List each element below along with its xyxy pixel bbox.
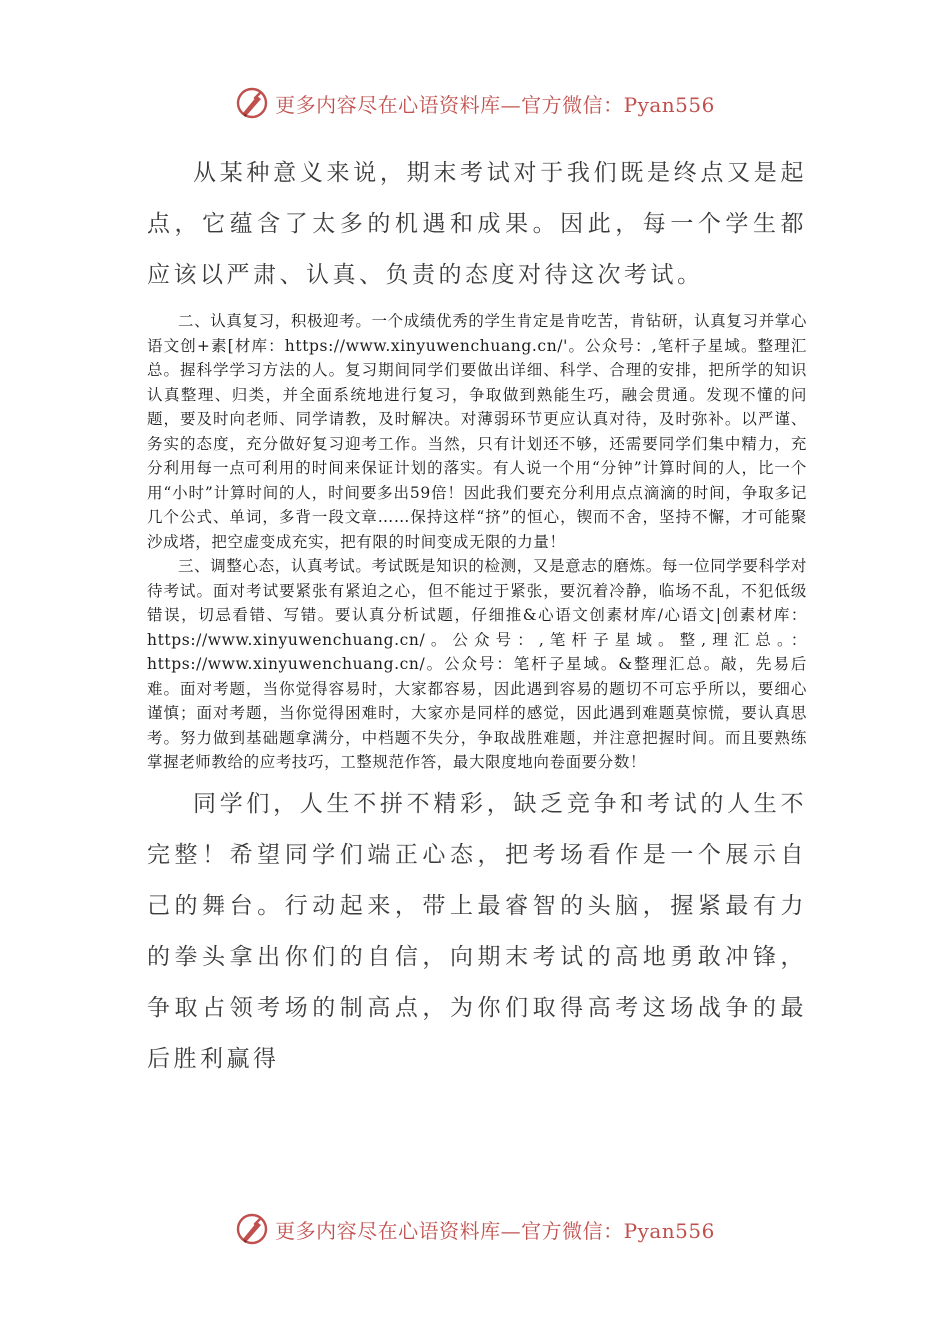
footer-banner [0,1209,950,1249]
footer-banner-text: 更多内容尽在心语资料库—官方微信：Pyan556 [275,1218,715,1243]
header-banner [0,83,950,123]
document-body [147,148,807,1085]
pen-logo-icon [235,86,269,120]
paragraph-intro: 从某种意义来说，期末考试对于我们既是终点又是起点，它蕴含了太多的机遇和成果。因此，每一个学生都应该以严肃、认真、负责的态度对待这次考试。 [147,160,807,288]
paragraph-attitude: 三、调整心态，认真考试。考试既是知识的检测，又是意志的磨炼。每一位同学要科学对待考试。面对考试要紧张有紧迫之心，但不能过于紧张，要沉着冷静，临场不乱，不犯低级错误，切忌看错、写错。要认真分析试题，仔细推&心语文创素材库/心语文|创素材库：https://www.xinyuwenchuang.cn/。公众号：,笔杆子星域。整,理汇总。：https://www.xinyuwenchuang.cn/。公众号：笔杆子星域。&整理汇总。敲，先易后难。面对考题，当你觉得容易时，大家都容易，因此遇到容易的题切不可忘乎所以，要细心谨慎；面对考题，当你觉得困难时，大家亦是同样的感觉，因此遇到难题莫惊慌，要认真思考。努力做到基础题拿满分，中档题不失分，争取战胜难题，并注意把握时间。而且要熟练掌握老师教给的应考技巧，工整规范作答，最大限度地向卷面要分数！ [147,557,807,771]
paragraph-closing: 同学们，人生不拼不精彩，缺乏竞争和考试的人生不完整！希望同学们端正心态，把考场看作是一个展示自己的舞台。行动起来，带上最睿智的头脑，握紧最有力的拳头拿出你们的自信，向期末考试的高地勇敢冲锋，争取占领考场的制高点，为你们取得高考这场战争的最后胜利赢得 [147,790,807,1072]
pen-logo-icon [235,1212,269,1246]
paragraph-review: 二、认真复习，积极迎考。一个成绩优秀的学生肯定是肯吃苦，肯钻研，认真复习并掌心语文创+素[材库：https://www.xinyuwenchuang.cn/'。公众号：,笔杆子星域。整理汇总。握科学学习方法的人。复习期间同学们要做出详细、科学、合理的安排，把所学的知识认真整理、归类，并全面系统地进行复习，争取做到熟能生巧，融会贯通。发现不懂的问题，要及时向老师、同学请教，及时解决。对薄弱环节更应认真对待，及时弥补。以严谨、务实的态度，充分做好复习迎考工作。当然，只有计划还不够，还需要同学们集中精力，充分利用每一点可利用的时间来保证计划的落实。有人说一个用“分钟”计算时间的人，比一个用“小时”计算时间的人，时间要多出59倍！因此我们要充分利用点点滴滴的时间，争取多记几个公式、单词，多背一段文章……保持这样“挤”的恒心，锲而不舍，坚持不懈，才可能聚沙成塔，把空虚变成充实，把有限的时间变成无限的力量！ [147,312,807,551]
header-banner-text: 更多内容尽在心语资料库—官方微信：Pyan556 [275,92,715,117]
